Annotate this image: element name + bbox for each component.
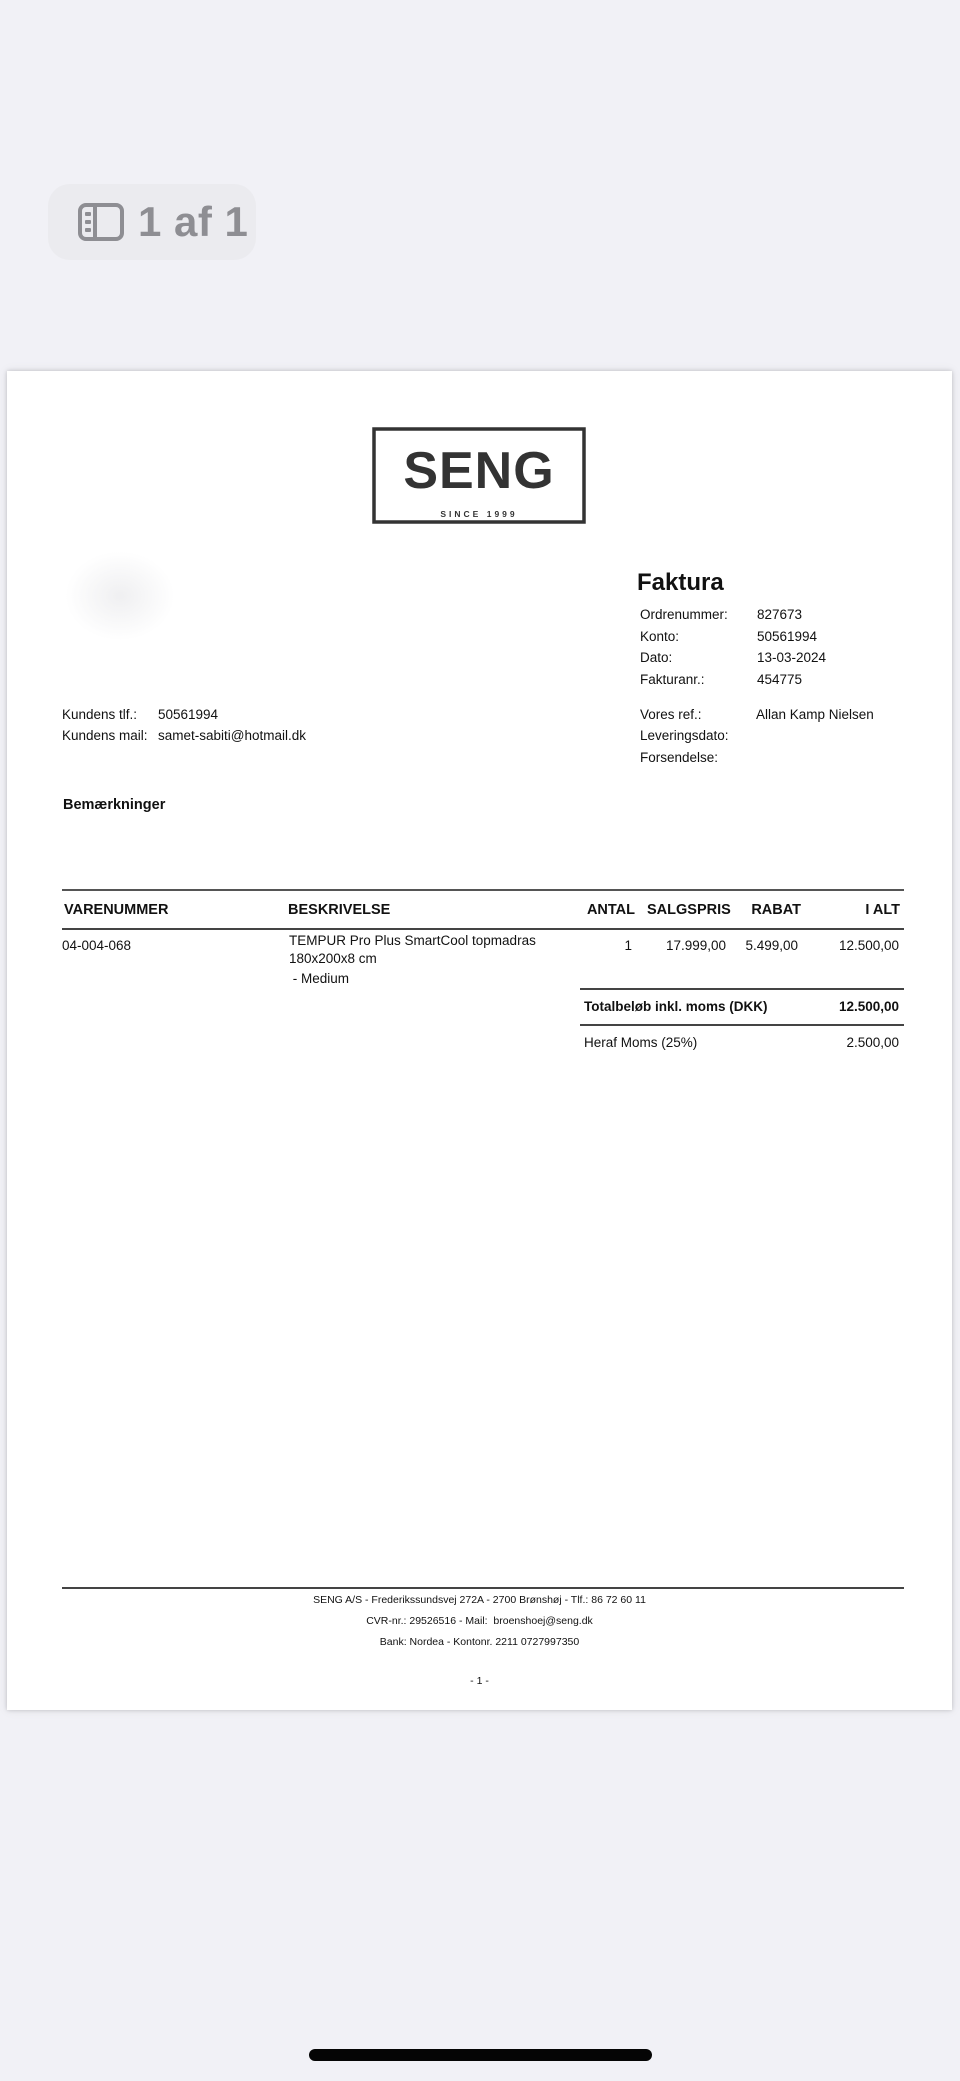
sidebar-icon [78,203,124,241]
page-indicator[interactable] [48,184,256,260]
meta-value: 13-03-2024 [757,650,827,665]
header-total: I ALT [865,902,900,918]
customer-mail-label: Kundens mail: [62,728,148,743]
totals-bottom-rule [580,1024,904,1026]
customer-logo-placeholder [65,551,175,641]
logo-name: SENG [403,442,555,500]
vat-label: Heraf Moms (25%) [584,1035,698,1050]
row-description-line3: - Medium [289,971,350,986]
ref-label: Leveringsdato: [640,728,729,743]
total-value: 12.500,00 [838,999,899,1014]
logo-tagline: SINCE 1999 [440,509,518,519]
meta-label: Fakturanr.: [640,672,705,687]
header-item: VARENUMMER [64,902,169,918]
totals-top-rule [580,988,904,990]
customer-mail: samet-sabiti@hotmail.dk [158,728,307,743]
footer-page-number: - 1 - [470,1675,489,1687]
header-discount: RABAT [751,902,801,918]
total-label: Totalbeløb inkl. moms (DKK) [584,999,768,1014]
ref-label: Forsendelse: [640,750,719,765]
ref-label: Vores ref.: [640,707,702,722]
meta-label: Dato: [640,650,673,665]
footer-bank: Bank: Nordea - Kontonr. 2211 0727997350 [379,1636,580,1648]
home-indicator[interactable] [309,2049,652,2061]
meta-value: 50561994 [757,629,818,644]
footer-address: SENG A/S - Frederikssundsvej 272A - 2700 Brønshøj - Tlf.: 86 72 60 11 [313,1594,646,1606]
page-indicator-text: 1 af 1 [138,198,249,245]
ref-value: Allan Kamp Nielsen [756,707,874,722]
footer-contact: CVR-nr.: 29526516 - Mail: broenshoej@seng.dk [366,1615,593,1627]
row-quantity: 1 [624,938,632,953]
table-header-rule [62,928,904,930]
remarks-label: Bemærkninger [63,797,166,813]
invoice-page [7,371,952,1710]
meta-value: 454775 [757,672,803,687]
header-quantity: ANTAL [586,902,635,918]
customer-phone-label: Kundens tlf.: [62,707,138,722]
row-price: 17.999,00 [665,938,726,953]
header-description: BESKRIVELSE [288,902,391,918]
row-description-line1: TEMPUR Pro Plus SmartCool topmadras [289,933,536,948]
footer-rule [62,1587,904,1589]
seng-logo [372,427,586,524]
meta-label: Konto: [640,629,680,644]
row-item-number: 04-004-068 [62,938,132,953]
table-top-rule [62,889,904,891]
header-price: SALGSPRIS [647,902,731,918]
row-description-line2: 180x200x8 cm [289,951,377,966]
row-discount: 5.499,00 [745,938,798,953]
meta-value: 827673 [757,607,803,622]
meta-label: Ordrenummer: [640,607,728,622]
vat-value: 2.500,00 [846,1035,899,1050]
row-total: 12.500,00 [838,938,899,953]
customer-phone: 50561994 [158,707,219,722]
invoice-title: Faktura [637,569,724,596]
